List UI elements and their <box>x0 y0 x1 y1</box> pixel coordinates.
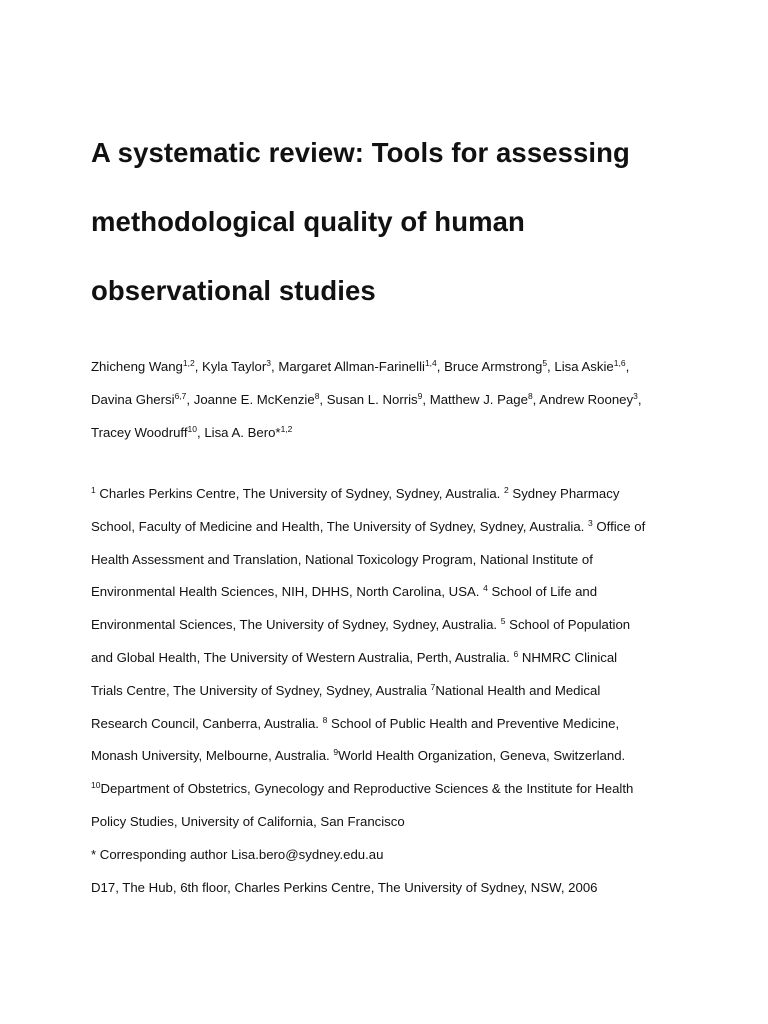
author-line <box>91 416 691 449</box>
affiliation-text: Environmental Health Sciences, NIH, DHHS, North Carolina, USA. <box>91 584 484 600</box>
address-text: D17, The Hub, 6th floor, Charles Perkins Centre, The University of Sydney, NSW, 2006 <box>91 879 598 895</box>
author-separator: , <box>637 392 642 407</box>
affiliation-text: School, Faculty of Medicine and Health, The University of Sydney, Sydney, Australia. <box>91 518 588 534</box>
affiliation-text: Policy Studies, University of California, San Francisco <box>91 813 405 829</box>
author-separator: , <box>319 392 327 407</box>
author-affiliation-mark: 8 <box>314 391 320 401</box>
author-affiliation-mark: 1,2 <box>182 358 195 368</box>
affiliation-number: 6 <box>513 648 519 659</box>
corresponding-author <box>91 839 691 872</box>
affiliation-number: 4 <box>483 583 488 594</box>
author-affiliation-mark: 1,2 <box>280 424 293 434</box>
author-affiliation-mark: 8 <box>527 391 533 401</box>
affiliation-text: Environmental Sciences, The University of Sydney, Sydney, Australia. <box>91 617 501 633</box>
author-name: Zhicheng Wang <box>91 359 183 374</box>
author-affiliation-mark: 3 <box>633 391 638 401</box>
author-line <box>91 350 691 383</box>
author-name: Lisa Askie <box>554 359 614 374</box>
affiliation-number: 8 <box>322 714 328 725</box>
affiliation-text: NHMRC Clinical <box>518 649 618 665</box>
author-separator: , <box>625 359 630 374</box>
author-name: Joanne E. McKenzie <box>193 392 315 407</box>
affiliation-text: Sydney Pharmacy <box>508 486 620 501</box>
affiliation-number: 10 <box>91 780 101 791</box>
affiliation-text: Monash University, Melbourne, Australia. <box>91 748 334 764</box>
author-name: Kyla Taylor <box>202 359 267 374</box>
affiliation-line <box>91 642 691 675</box>
author-separator: , <box>436 359 445 374</box>
affiliation-text: Office of <box>592 518 646 534</box>
author-separator: , <box>532 392 540 407</box>
author-name: Matthew J. Page <box>429 392 528 407</box>
author-affiliation-mark: 6,7 <box>174 391 187 401</box>
affiliation-text: Department of Obstetrics, Gynecology and Reproductive Sciences & the Institute for Health <box>100 781 634 797</box>
author-separator: , <box>194 359 203 374</box>
affiliation-text: Health Assessment and Translation, National Toxicology Program, National Institute of <box>91 551 593 567</box>
address-line <box>91 872 691 905</box>
title-line: A systematic review: Tools for assessing <box>91 137 630 168</box>
affiliation-text: School of Public Health and Preventive Medicine, <box>327 715 620 731</box>
author-name: Bruce Armstrong <box>444 359 543 374</box>
affiliation-number: 5 <box>500 616 506 627</box>
affiliation-line <box>91 609 691 642</box>
author-name: Tracey Woodruff <box>91 425 188 440</box>
author-separator: , <box>186 392 194 407</box>
affiliation-number: 1 <box>91 485 96 495</box>
corresponding-author-text: * Corresponding author Lisa.bero@sydney.edu.au <box>91 846 384 862</box>
author-name: Andrew Rooney <box>539 392 634 407</box>
affiliation-text: School of Population <box>505 617 631 633</box>
author-name: Susan L. Norris <box>326 392 418 407</box>
affiliation-number: 9 <box>333 747 339 758</box>
author-affiliation-mark: 9 <box>417 391 423 401</box>
author-separator: , <box>271 359 279 374</box>
author-name: Lisa A. Bero* <box>204 425 281 440</box>
author-affiliation-mark: 1,4 <box>424 358 437 368</box>
affiliation-line <box>91 576 691 609</box>
affiliation-line <box>91 478 691 511</box>
affiliation-line <box>91 773 691 806</box>
affiliation-text: Trials Centre, The University of Sydney, Sydney, Australia <box>91 682 431 698</box>
affiliation-text: Charles Perkins Centre, The University of Sydney, Sydney, Australia. <box>95 486 504 501</box>
affiliation-line <box>91 511 691 544</box>
affiliation-line <box>91 806 691 839</box>
author-list <box>91 350 691 449</box>
affiliation-text: World Health Organization, Geneva, Switzerland. <box>338 748 626 764</box>
author-affiliation-mark: 1,6 <box>613 358 626 368</box>
affiliation-text: School of Life and <box>487 584 598 600</box>
author-affiliation-mark: 5 <box>542 358 548 368</box>
affiliation-line <box>91 544 691 577</box>
affiliation-line <box>91 740 691 773</box>
author-separator: , <box>547 359 555 374</box>
affiliation-number: 7 <box>430 681 436 692</box>
affiliation-number: 2 <box>504 485 509 495</box>
author-name: Davina Ghersi <box>91 392 175 407</box>
affiliation-text: and Global Health, The University of Western Australia, Perth, Australia. <box>91 649 514 665</box>
affiliation-number: 3 <box>587 517 593 528</box>
author-line <box>91 383 691 416</box>
author-name: Margaret Allman-Farinelli <box>278 359 425 374</box>
paper-title <box>91 118 711 325</box>
affiliation-line <box>91 675 691 708</box>
author-separator: , <box>196 425 205 440</box>
affiliation-text: Research Council, Canberra, Australia. <box>91 715 323 731</box>
title-line: observational studies <box>91 275 376 306</box>
affiliation-line <box>91 708 691 741</box>
author-separator: , <box>422 392 430 407</box>
affiliations-block <box>91 478 691 904</box>
title-line: methodological quality of human <box>91 206 525 237</box>
author-affiliation-mark: 3 <box>266 358 272 368</box>
author-affiliation-mark: 10 <box>187 424 197 434</box>
affiliation-text: National Health and Medical <box>435 682 601 698</box>
